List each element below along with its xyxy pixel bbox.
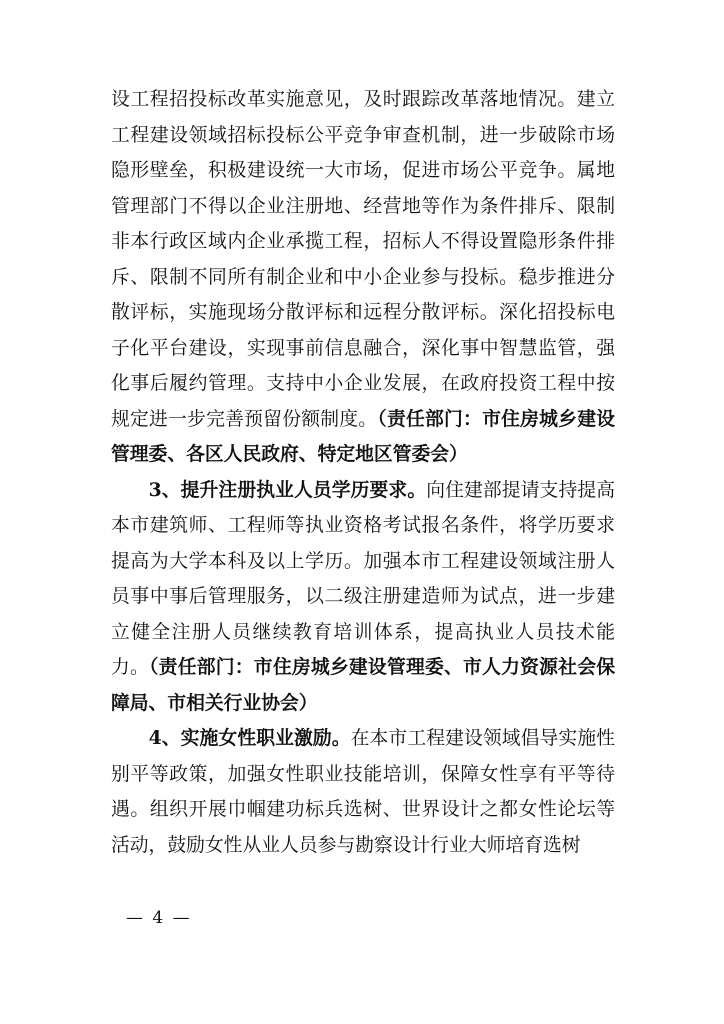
paragraph-item-3 <box>111 473 615 722</box>
paragraph-item-4 <box>111 721 615 863</box>
paragraph-text: 设工程招投标改革实施意见，及时跟踪改革落地情况。建立工程建设领域招标投标公平竞争审查机制，进一步破除市场隐形壁垒，积极建设统一大市场，促进市场公平竞争。属地管理部门不得以企业注册地、经营地等作为条件排斥、限制非本行政区域内企业承揽工程，招标人不得设置隐形条件排斥、限制不同所有制企业和中小企业参与投标。稳步推进分散评标，实施现场分散评标和远程分散评标。深化招投标电子化平台建设，实现事前信息融合，深化事中智慧监管，强化事后履约管理。支持中小企业发展，在政府投资工程中按规定进一步完善预留份额制度。 <box>111 89 615 430</box>
item-heading: 4、实施女性职业激励。 <box>148 727 351 749</box>
responsibility-note: （责任部门：市住房城乡建设管理委、市人力资源社会保障局、市相关行业协会） <box>111 656 615 714</box>
paragraph-text: 在本市工程建设领域倡导实施性别平等政策，加强女性职业技能培训，保障女性享有平等待遇。组织开展巾帼建功标兵选树、世界设计之都女性论坛等活动，鼓励女性从业人员参与勘察设计行业大师培育选树 <box>111 728 615 856</box>
document-body <box>111 82 615 863</box>
responsibility-note: （责任部门：市住房城乡建设管理委、各区人民政府、特定地区管委会） <box>111 407 615 465</box>
item-heading: 3、提升注册执业人员学历要求。 <box>148 478 427 501</box>
paragraph-text: 向住建部提请支持提高本市建筑师、工程师等执业资格考试报名条件，将学历要求提高为大学本科及以上学历。加强本市工程建设领域注册人员事中事后管理服务，以二级注册建造师为试点，进一步建立健全注册人员继续教育培训体系，提高执业人员技术能力。 <box>111 479 615 678</box>
paragraph-continuation <box>111 82 615 473</box>
page-number: — 4 — <box>126 908 192 928</box>
